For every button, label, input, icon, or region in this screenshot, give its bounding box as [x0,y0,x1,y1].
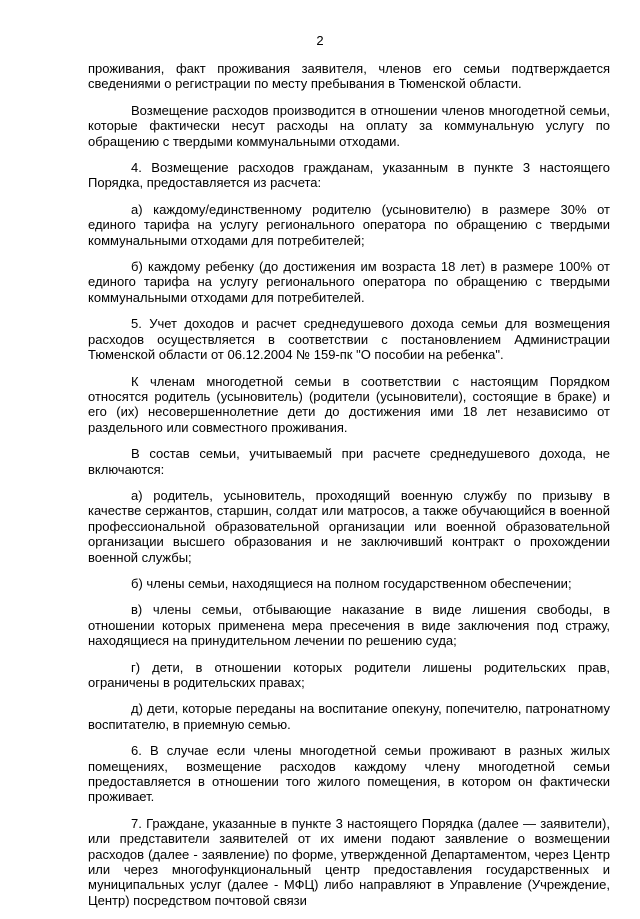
document-body [88,61,610,919]
paragraph-excluded-c: в) члены семьи, отбывающие наказание в виде лишения свободы, в отношении которых применена мера пресечения в виде заключения под стражу, находящиеся на принудительном лечении по решению суда; [88,602,610,649]
paragraph-excluded-intro: В состав семьи, учитываемый при расчете среднедушевого дохода, не включаются: [88,446,610,477]
paragraph-excluded-a: а) родитель, усыновитель, проходящий военную службу по призыву в качестве сержантов, старшин, солдат или матросов, а также обучающийся в военной профессиональной образовательной организации или военной образовательной организации высшего образования и не заключивший контракт о прохождении военной службы; [88,487,610,565]
paragraph-family-members: К членам многодетной семьи в соответствии с настоящим Порядком относятся родитель (усыновитель) (родители (усыновители), состоящие в браке) и его (их) несовершеннолетние дети до достижения ими 18 лет независимо от раздельного или совместного проживания. [88,373,610,435]
paragraph-reimbursement-members: Возмещение расходов производится в отношении членов многодетной семьи, которые фактически несут расходы на оплату за коммунальную услугу по обращению с твердыми коммунальными отходами. [88,102,610,149]
page-number: 2 [316,33,324,48]
paragraph-excluded-b: б) члены семьи, находящиеся на полном государственном обеспечении; [131,575,572,591]
paragraph-excluded-e: д) дети, которые переданы на воспитание опекуну, попечителю, патронатному воспитателю, в приемную семью. [88,701,610,732]
paragraph-item-4a: а) каждому/единственному родителю (усыновителю) в размере 30% от единого тарифа на услугу регионального оператора по обращению с твердыми коммунальными отходами для потребителей; [88,201,610,248]
paragraph-item-6: 6. В случае если члены многодетной семьи проживают в разных жилых помещениях, возмещение расходов каждому члену многодетной семьи предоставляется в отношении того жилого помещения, в котором он фактически проживает. [88,743,610,805]
paragraph-item-4b: б) каждому ребенку (до достижения им возраста 18 лет) в размере 100% от единого тарифа на услугу регионального оператора по обращению с твердыми коммунальными отходами для потребителей. [88,259,610,305]
paragraph-item-7: 7. Граждане, указанные в пункте 3 настоящего Порядка (далее — заявители), или представители заявителей от их имени подают заявление о возмещении расходов (далее - заявление) по форме, утвержденной Департаментом, через Центр или через многофункциональный центр предоставления государственных и муниципальных услуг (далее - МФЦ) либо направляют в Управление (Учреждение, Центр) посредством почтовой связи [88,815,610,908]
paragraph-excluded-d: г) дети, в отношении которых родители лишены родительских прав, ограничены в родительских правах; [88,659,610,690]
paragraph-item-5: 5. Учет доходов и расчет среднедушевого дохода семьи для возмещения расходов осуществляется в соответствии с постановлением Администрации Тюменской области от 06.12.2004 № 159-пк "О пособии на ребенка". [88,316,610,363]
paragraph-item-4: 4. Возмещение расходов гражданам, указанным в пункте 3 настоящего Порядка, предоставляется из расчета: [88,160,610,191]
paragraph-residence-confirmation: проживания, факт проживания заявителя, членов его семьи подтверждается сведениями о регистрации по месту пребывания в Тюменской области. [88,61,610,92]
